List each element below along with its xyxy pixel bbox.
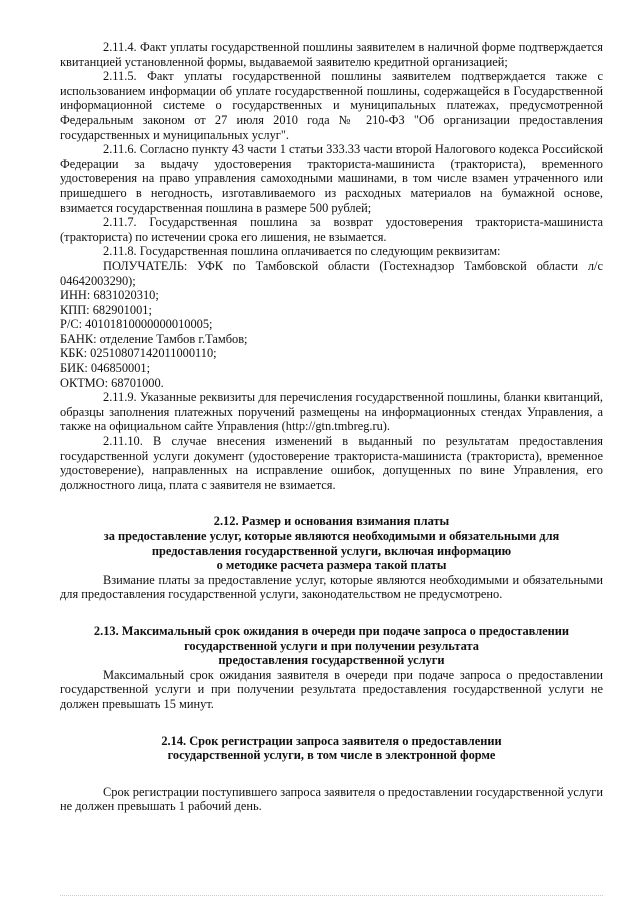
heading-line: 2.13. Максимальный срок ожидания в очереди при подаче запроса о предоставлении [93, 623, 570, 638]
requisite-kbk: КБК: 02510807142011000110; [60, 346, 217, 361]
requisite-bik: БИК: 046850001; [60, 361, 151, 376]
requisite-kpp: КПП: 682901001; [60, 302, 152, 317]
paragraph-2-11-9: 2.11.9. Указанные реквизиты для перечисления государственной пошлины, бланки квитанций, образцы заполнения платежных поручений размещены на информационных стендах Управления, а также на официальном сайте Управления (http://gtn.tmbreg.ru). [60, 390, 603, 434]
section-2-12-heading [60, 514, 603, 572]
requisite-account: Р/С: 40101810000000010005; [60, 317, 213, 332]
paragraph-2-11-4: 2.11.4. Факт уплаты государственной пошлины заявителем в наличной форме подтверждается квитанцией установленной формы, выдаваемой заявителю кредитной организацией; [60, 40, 603, 69]
paragraph-2-11-7: 2.11.7. Государственная пошлина за возврат удостоверения тракториста-машиниста (тракториста) по истечении срока его лишения, не взымается. [60, 215, 603, 244]
requisite-oktmo: ОКТМО: 68701000. [60, 375, 164, 390]
heading-line: за предоставление услуг, которые являются необходимыми и обязательными для [103, 529, 560, 543]
requisites-list [60, 288, 603, 390]
section-2-14-body: Срок регистрации поступившего запроса заявителя о предоставлении государственной услуги не должен превышать 1 рабочий день. [60, 784, 603, 814]
scan-edge-artifact [60, 895, 603, 899]
heading-line: государственной услуги и при получении результата [184, 638, 479, 653]
recipient-line: ПОЛУЧАТЕЛЬ: УФК по Тамбовской области (Гостехнадзор Тамбовской области л/с 04642003290); [60, 258, 603, 288]
requisite-bank: БАНК: отделение Тамбов г.Тамбов; [60, 331, 248, 346]
section-2-13-heading [60, 624, 603, 668]
heading-line: 2.12. Размер и основания взимания платы [213, 514, 450, 529]
heading-line: 2.14. Срок регистрации запроса заявителя о предоставлении [161, 733, 502, 748]
paragraph-2-11-8: 2.11.8. Государственная пошлина оплачивается по следующим реквизитам: [103, 244, 501, 259]
section-2-13-body: Максимальный срок ожидания заявителя в очереди при подаче запроса о предоставлении государственной услуги и при получении результата предоставления государственной услуги не должен превышать 15 минут. [60, 667, 603, 711]
section-2-12-body: Взимание платы за предоставление услуг, которые являются необходимыми и обязательными для предоставления государственной услуги, законодательством не предусмотрено. [60, 572, 603, 602]
requisite-inn: ИНН: 6831020310; [60, 288, 159, 303]
document-page [60, 40, 603, 814]
paragraph-2-11-6: 2.11.6. Согласно пункту 43 части 1 статьи 333.33 части второй Налогового кодекса Российской Федерации за выдачу удостоверения тракториста-машиниста (тракториста), временного удостоверения на право управления самоходными машинами, в том числе взамен утраченного или пришедшего в негодность, изготавливаемого из расходных материалов на бумажной основе, взимается государственная пошлина в размере 500 рублей; [60, 142, 603, 215]
paragraph-2-11-5: 2.11.5. Факт уплаты государственной пошлины заявителем подтверждается также с использованием информации об уплате государственной пошлины, содержащейся в Государственной информационной системе о государственных и муниципальных платежах, предусмотренной Федеральным законом от 27 июля 2010 года № 210-ФЗ "Об организации предоставления государственных и муниципальных услуг". [60, 69, 603, 142]
heading-line: государственной услуги, в том числе в электронной форме [167, 748, 496, 763]
heading-line: о методике расчета размера такой платы [216, 558, 447, 573]
section-2-14-heading [60, 734, 603, 763]
heading-line: предоставления государственной услуги, включая информацию [151, 543, 512, 558]
paragraph-2-11-10: 2.11.10. В случае внесения изменений в выданный по результатам предоставления государственной услуги документ (удостоверение тракториста-машиниста (тракториста), временное удостоверение), направленных на исправление ошибок, допущенных по вине Управления, его должностного лица, плата с заявителя не взимается. [60, 434, 603, 492]
heading-line: предоставления государственной услуги [218, 653, 445, 668]
